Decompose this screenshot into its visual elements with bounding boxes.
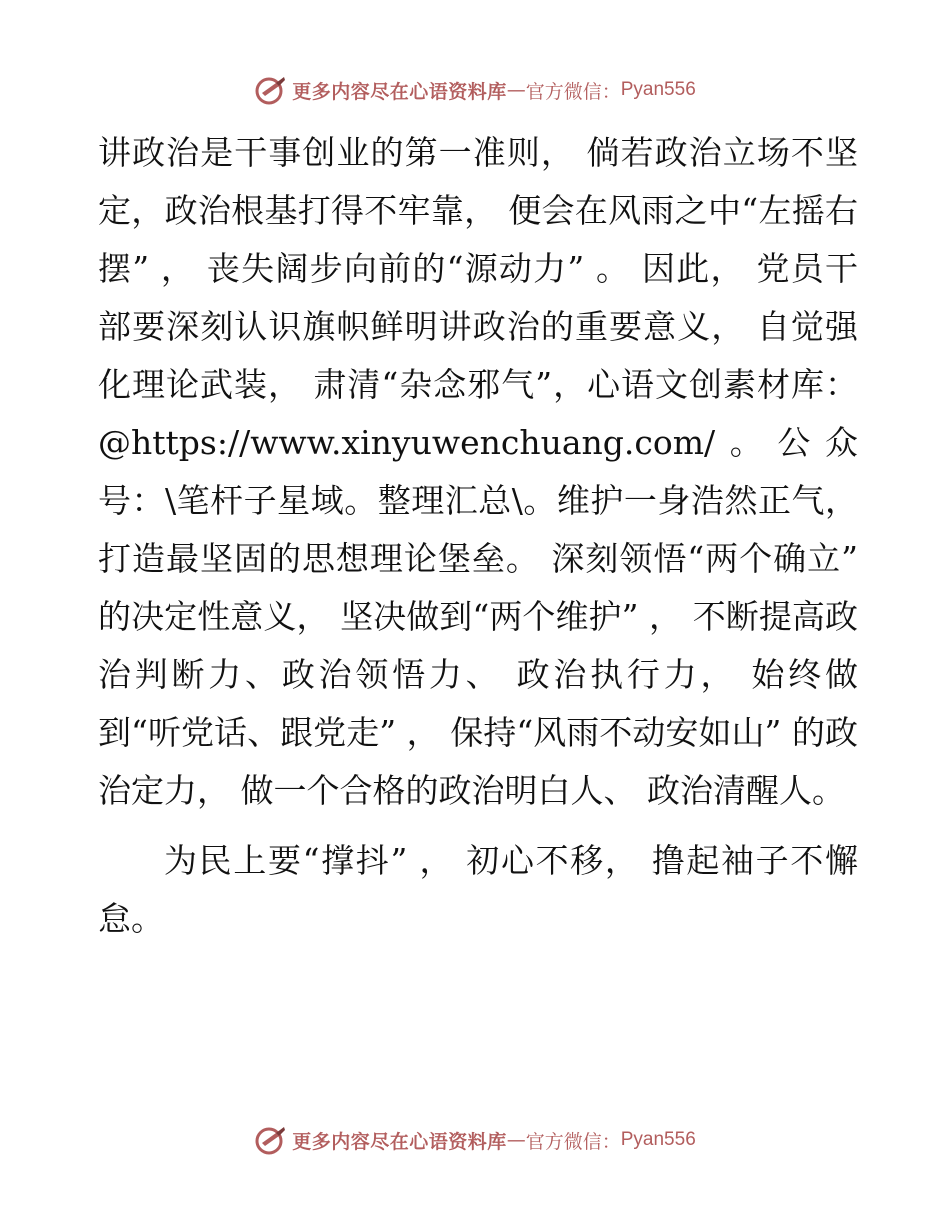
watermark-main-text: 更多内容尽在心语资料库	[292, 80, 507, 103]
watermark-wechat-label: 官方微信：	[525, 1130, 621, 1153]
pen-logo-icon	[254, 1123, 288, 1157]
paragraph-1: 讲政治是干事创业的第一准则， 倘若政治立场不坚定，政治根基打得不牢靠， 便会在风雨之中“左摇右摆” ， 丧失阔步向前的“源动力” 。 因此， 党员干部要深刻认识旗帜鲜明讲政治的重要意义， 自觉强化理论武装， 肃清“杂念邪气”，心语文创素材库：@https://www.xinyuwenchuang.com/。公众号：\笔杆子星域。整理汇总\。维护一身浩然正气， 打造最坚固的思想理论堡垒。 深刻领悟“两个确立” 的决定性意义， 坚决做到“两个维护” ， 不断提高政治判断力、政治领悟力、 政治执行力， 始终做到“听党话、跟党走” ， 保持“风雨不动安如山” 的政治定力， 做一个合格的政治明白人、 政治清醒人。	[98, 133, 858, 810]
watermark-dash: —	[506, 79, 526, 101]
watermark-wechat-label: 官方微信：	[525, 80, 621, 103]
watermark-wechat-id: Pyan556	[620, 79, 696, 100]
paragraph-2: 为民上要“撑抖” ， 初心不移， 撸起袖子不懈怠。	[98, 841, 858, 938]
watermark-wechat-id: Pyan556	[620, 1129, 696, 1150]
watermark-dash: —	[506, 1129, 526, 1151]
footer-watermark	[0, 1120, 950, 1160]
header-watermark	[0, 70, 950, 110]
pen-logo-icon	[254, 73, 288, 107]
document-body	[98, 124, 858, 948]
watermark-main-text: 更多内容尽在心语资料库	[292, 1130, 507, 1153]
